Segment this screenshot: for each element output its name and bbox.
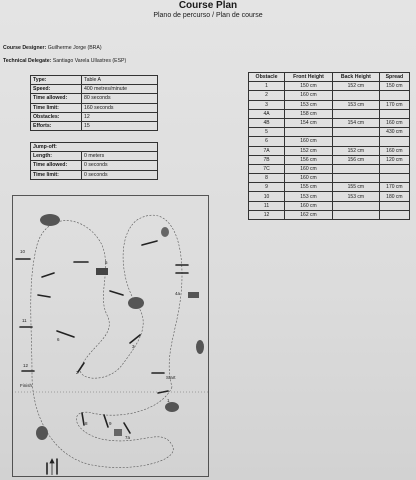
obstacle-id: 2 [249,91,285,100]
technical-delegate-name: Santiago Varela Ullastres (ESP) [52,58,127,64]
back-height: 155 cm [332,183,379,192]
spec-key: Type: [31,76,82,85]
spread [379,137,409,146]
table-row [249,183,410,192]
spec-key: Time allowed: [31,94,82,103]
spread: 120 cm [379,155,409,164]
spread: 430 cm [379,128,409,137]
bush-decoration [165,402,179,412]
front-height: 154 cm [285,118,333,127]
fence [57,331,74,337]
jumpoff-value: 0 meters [82,152,158,161]
back-height [332,210,379,219]
obstacle-id: 8 [249,174,285,183]
table-row [249,100,410,109]
course-designer-label: Course Designer: [3,45,47,51]
obstacle-id: 9 [249,183,285,192]
oxer-box [114,429,122,436]
table-row [31,112,158,121]
obstacle-id: 7C [249,164,285,173]
technical-delegate [3,58,126,64]
fence [124,423,130,433]
jumpoff-table [30,142,158,180]
spread: 170 cm [379,100,409,109]
course-route [31,215,182,467]
fence [130,335,140,343]
spread [379,164,409,173]
label-3: 3 [132,344,135,349]
oxer-box [188,292,199,298]
course-specs-table [30,75,158,131]
col-header-obstacle: Obstacle [249,73,285,82]
spec-value: 160 seconds [82,103,158,112]
table-row [31,76,158,85]
spec-key: Time limit: [31,103,82,112]
label-2: 2 [76,370,79,375]
front-height: 153 cm [285,100,333,109]
table-row [31,103,158,112]
spread [379,210,409,219]
obstacle-table [248,72,410,220]
spec-value: 12 [82,112,158,121]
obstacle-id: 3 [249,100,285,109]
back-height: 153 cm [332,100,379,109]
fence [82,413,84,425]
jumpoff-value: 0 seconds [82,170,158,179]
spec-value: Table A [82,76,158,85]
spread: 180 cm [379,192,409,201]
col-header-spread: Spread [379,73,409,82]
jumpoff-key: Length: [31,152,82,161]
course-designer [3,45,102,51]
spread: 160 cm [379,146,409,155]
label-10: 10 [20,249,26,254]
page-subtitle: Plano de percurso / Plan de course [153,12,263,19]
obstacle-id: 10 [249,192,285,201]
back-height [332,174,379,183]
jumpoff-value: 0 seconds [82,161,158,170]
table-row [249,128,410,137]
course-map [12,195,209,477]
table-row [249,174,410,183]
bush-decoration [196,340,204,354]
obstacle-id: 7B [249,155,285,164]
front-height: 162 cm [285,210,333,219]
front-height: 152 cm [285,146,333,155]
jumpoff-key: Time allowed: [31,161,82,170]
obstacle-id: 6 [249,137,285,146]
col-header-front-height: Front Height [285,73,333,82]
table-row [31,161,158,170]
table-row [249,137,410,146]
page-title: Course Plan [178,0,238,11]
back-height [332,91,379,100]
spec-value: 80 seconds [82,94,158,103]
table-row [249,201,410,210]
label-8: 8 [85,421,88,426]
spec-key: Obstacles: [31,112,82,121]
table-row [249,109,410,118]
obstacle-id: 12 [249,210,285,219]
back-height: 154 cm [332,118,379,127]
course-designer-name: Guilherme Jorge (BRA) [47,45,102,51]
entrance-arrows-icon [50,459,54,475]
back-height [332,164,379,173]
fence [42,273,54,277]
front-height: 156 cm [285,155,333,164]
fence [38,295,50,297]
bush-decoration [36,426,48,440]
front-height: 150 cm [285,82,333,91]
table-row [31,85,158,94]
fence [78,363,84,372]
table-row [249,118,410,127]
front-height: 160 cm [285,174,333,183]
obstacle-id: 4B [249,118,285,127]
table-row [31,94,158,103]
back-height [332,137,379,146]
spread: 150 cm [379,82,409,91]
front-height: 160 cm [285,91,333,100]
table-row [31,152,158,161]
table-row [31,170,158,179]
spread: 160 cm [379,118,409,127]
label-1: 1 [167,398,170,403]
label-12: 12 [23,363,29,368]
front-height: 153 cm [285,192,333,201]
spread: 170 cm [379,183,409,192]
table-header-row [249,73,410,82]
label-9: 9 [109,421,112,426]
front-height: 160 cm [285,137,333,146]
back-height: 156 cm [332,155,379,164]
spread [379,201,409,210]
back-height [332,128,379,137]
back-height [332,109,379,118]
front-height [285,128,333,137]
bush-decoration [128,297,144,309]
spread [379,174,409,183]
spec-key: Efforts: [31,121,82,130]
col-header-back-height: Back Height [332,73,379,82]
table-row [31,121,158,130]
technical-delegate-label: Technical Delegate: [3,58,52,64]
table-row [249,210,410,219]
label-11: 11 [22,318,27,323]
table-row [249,164,410,173]
label-start: Start [166,375,176,380]
table-row [249,146,410,155]
label-4a: 4a [175,291,181,296]
obstacle-id: 5 [249,128,285,137]
spec-value: 400 metres/minute [82,85,158,94]
spec-key: Speed: [31,85,82,94]
table-row [249,192,410,201]
table-row [31,143,158,152]
front-height: 160 cm [285,164,333,173]
obstacle-id: 11 [249,201,285,210]
bush-decoration [161,227,169,237]
obstacle-id: 4A [249,109,285,118]
front-height: 155 cm [285,183,333,192]
back-height: 152 cm [332,146,379,155]
table-row [249,155,410,164]
spec-value: 15 [82,121,158,130]
back-height: 152 cm [332,82,379,91]
table-row [249,82,410,91]
back-height [332,201,379,210]
obstacle-id: 7A [249,146,285,155]
water-jump [96,268,108,275]
front-height: 158 cm [285,109,333,118]
obstacle-id: 1 [249,82,285,91]
jumpoff-key: Time limit: [31,170,82,179]
label-5: 5 [105,260,108,265]
label-6: 6 [57,337,60,342]
jumpoff-heading: Jump-off: [31,143,158,152]
fence [142,241,157,245]
label-7a: 7a [125,435,131,440]
fence [104,415,108,427]
fence [110,291,123,295]
spread [379,91,409,100]
table-row [249,91,410,100]
bush-decoration [40,214,60,226]
front-height: 160 cm [285,201,333,210]
spread [379,109,409,118]
label-finish: Finish [20,383,33,388]
back-height: 153 cm [332,192,379,201]
